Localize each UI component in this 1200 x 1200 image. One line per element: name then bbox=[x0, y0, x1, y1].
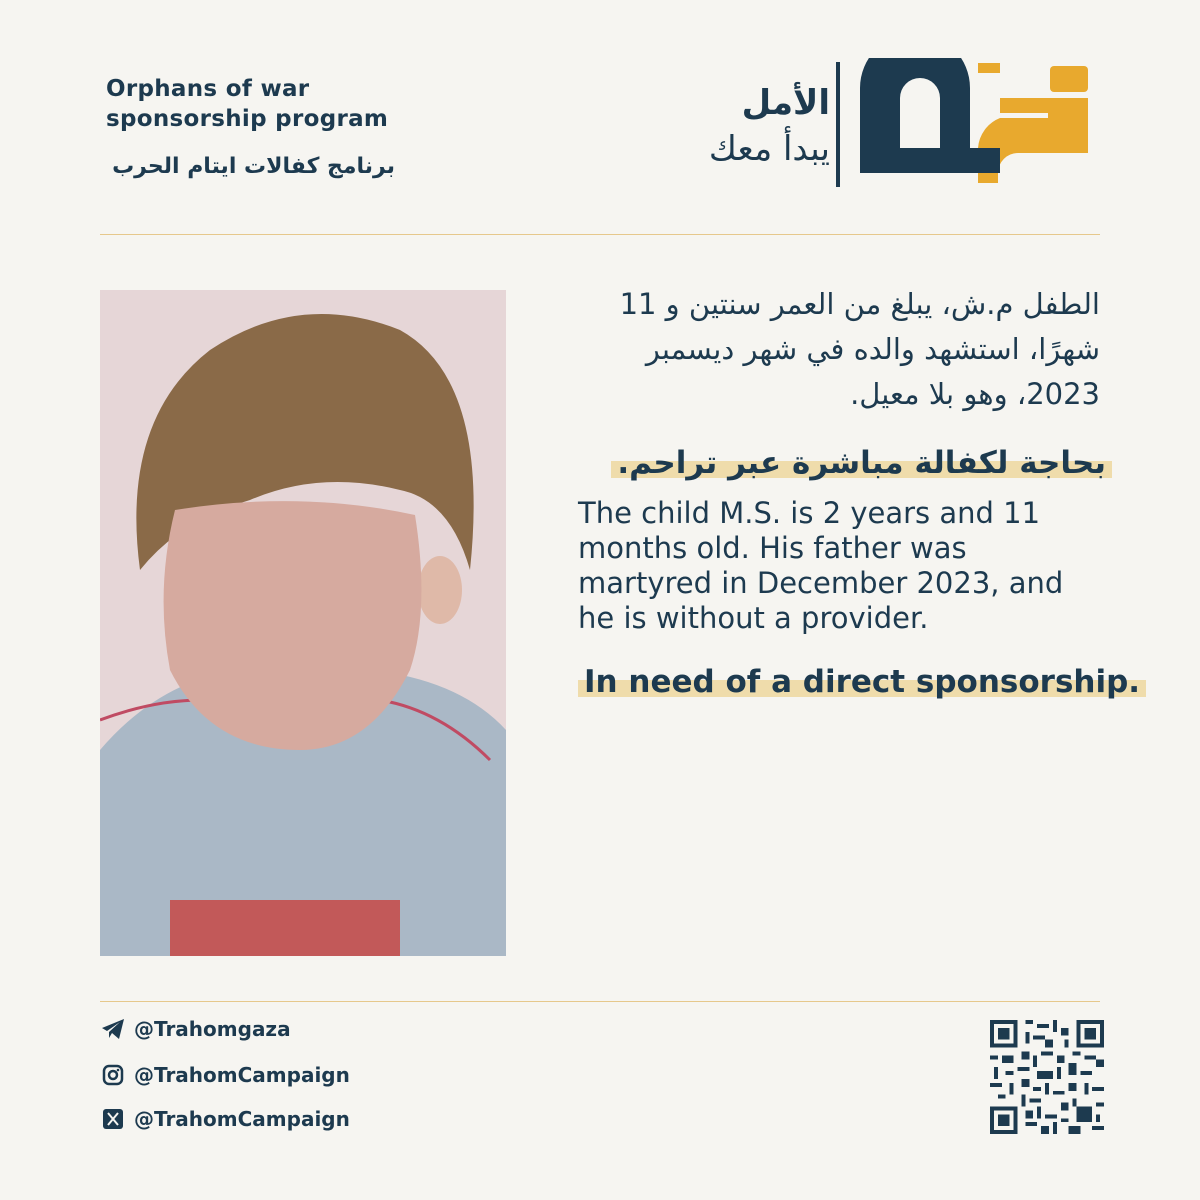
social-telegram[interactable] bbox=[100, 1016, 291, 1042]
instagram-handle[interactable]: @TrahomCampaign bbox=[134, 1063, 350, 1087]
tagline-line1: الأمل bbox=[741, 83, 830, 123]
footer-divider bbox=[100, 1001, 1100, 1002]
english-description: The child M.S. is 2 years and 11 months old. His father was martyred in December 2023, and he is without a provider. bbox=[578, 496, 1064, 635]
header-divider bbox=[100, 234, 1100, 235]
arabic-need-callout bbox=[560, 440, 1112, 486]
program-title-en-line2: sponsorship program bbox=[106, 106, 389, 132]
tagline-line2: يبدأ معك bbox=[708, 129, 830, 169]
logo-wordmark: تراحم bbox=[975, 190, 978, 191]
x-handle[interactable]: @TrahomCampaign bbox=[134, 1107, 350, 1131]
trahom-logo bbox=[850, 58, 1100, 193]
logo-accent bbox=[978, 63, 1000, 73]
program-title-en bbox=[106, 74, 426, 134]
logo-navy-shape bbox=[860, 58, 1000, 173]
arabic-description: الطفل م.ش، يبلغ من العمر سنتين و 11 شهرًا، استشهد والده في شهر ديسمبر 2023، وهو بلا معيل. bbox=[619, 287, 1100, 411]
qr-code[interactable] bbox=[990, 1020, 1104, 1134]
instagram-icon bbox=[100, 1062, 126, 1088]
program-title-ar: برنامج كفالات ايتام الحرب bbox=[112, 154, 395, 179]
social-instagram[interactable] bbox=[100, 1062, 350, 1088]
logo-divider bbox=[836, 62, 840, 187]
telegram-icon bbox=[100, 1016, 126, 1042]
child-photo bbox=[100, 290, 506, 956]
logo-dots bbox=[1050, 66, 1088, 92]
telegram-handle[interactable]: @Trahomgaza bbox=[134, 1017, 291, 1041]
program-title-en-line1: Orphans of war bbox=[106, 76, 310, 102]
english-need-text: In need of a direct sponsorship. bbox=[578, 664, 1146, 700]
tagline bbox=[600, 80, 830, 172]
english-need-callout bbox=[578, 660, 1141, 704]
x-icon bbox=[100, 1106, 126, 1132]
arabic-need-text: بحاجة لكفالة مباشرة عبر تراحم. bbox=[611, 445, 1112, 481]
social-x[interactable] bbox=[100, 1106, 350, 1132]
